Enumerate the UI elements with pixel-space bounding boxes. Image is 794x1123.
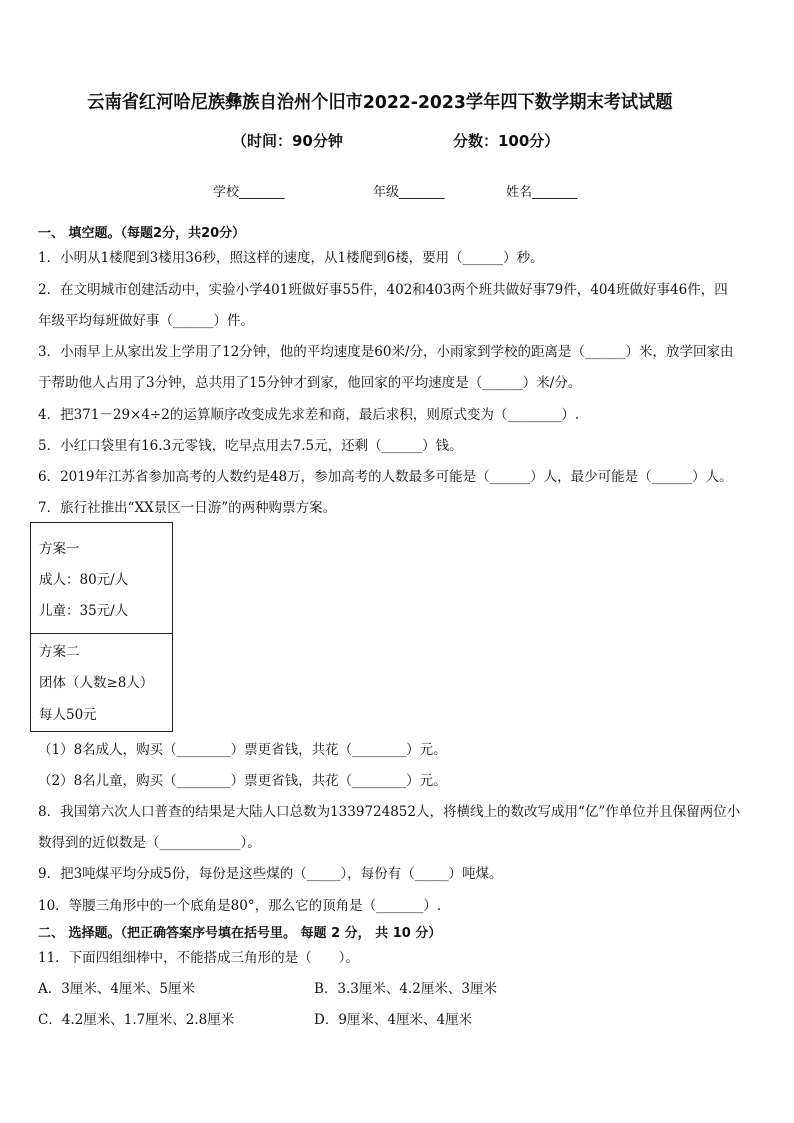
section2-heading: 二、 选择题。（把正确答案序号填在括号里。 每题 2 分， 共 10 分） (38, 926, 442, 941)
question-5: 5．小红口袋里有16.3元零钱，吃早点用去7.5元，还剩（______）钱。 (38, 438, 463, 454)
plan-one-child: 儿童：35元/人 (39, 603, 129, 619)
question-7-part2: （2）8名儿童，购买（________）票更省钱，共花（________）元。 (38, 773, 447, 789)
plan-one-adult: 成人：80元/人 (39, 572, 129, 588)
question-11: 11．下面四组细棒中，不能搭成三角形的是（ ）。 (38, 950, 359, 966)
question-7: 7．旅行社推出“XX景区一日游”的两种购票方案。 (38, 500, 337, 516)
grade-field: 年级_______ (373, 185, 445, 200)
plan-one-box (30, 522, 173, 634)
plan-two-price: 每人50元 (39, 707, 97, 723)
question-9: 9．把3吨煤平均分成5份，每份是这些煤的（_____），每份有（_____）吨煤。 (38, 866, 503, 882)
option-c: C．4.2厘米、1.7厘米、2.8厘米 (38, 1012, 235, 1028)
exam-title: 云南省红河哈尼族彝族自治州个旧市2022-2023学年四下数学期末考试试题 (87, 92, 673, 113)
question-8-line1: 8．我国第六次人口普查的结果是大陆人口总数为1339724852人，将横线上的数改写成用“亿”作单位并且保留两位小 (38, 804, 741, 820)
option-b: B．3.3厘米、4.2厘米、3厘米 (314, 981, 497, 997)
question-10: 10．等腰三角形中的一个底角是80°，那么它的顶角是（_______）. (38, 898, 442, 914)
score-label: 分数：100分） (453, 132, 560, 150)
plan-one-title: 方案一 (39, 541, 80, 557)
plan-two-title: 方案二 (39, 644, 80, 660)
section1-heading: 一、 填空题。（每题2分，共20分） (38, 226, 246, 241)
question-3-line2: 于帮助他人占用了3分钟，总共用了15分钟才到家，他回家的平均速度是（______）米/分。 (38, 375, 582, 391)
option-d: D．9厘米、4厘米、4厘米 (314, 1012, 473, 1028)
question-7-part1: （1）8名成人，购买（________）票更省钱，共花（________）元。 (38, 742, 447, 758)
school-field: 学校_______ (213, 185, 285, 200)
question-2-line2: 年级平均每班做好事（______）件。 (38, 313, 254, 329)
plan-two-box (30, 632, 173, 732)
question-1: 1．小明从1楼爬到3楼用36秒，照这样的速度，从1楼爬到6楼，要用（______）秒。 (38, 250, 544, 266)
question-6: 6．2019年江苏省参加高考的人数约是48万，参加高考的人数最多可能是（______）人，最少可能是（______）人。 (38, 469, 733, 485)
question-4: 4．把371－29×4÷2的运算顺序改变成先求差和商，最后求积，则原式变为（________）. (38, 407, 580, 423)
name-field: 姓名_______ (506, 185, 578, 200)
option-a: A．3厘米、4厘米、5厘米 (38, 981, 196, 997)
question-8-line2: 数得到的近似数是（____________）。 (38, 835, 261, 851)
question-3-line1: 3．小雨早上从家出发上学用了12分钟，他的平均速度是60米/分，小雨家到学校的距离是（______）米，放学回家由 (38, 344, 734, 360)
plan-two-group: 团体（人数≥8人） (39, 675, 154, 691)
question-2-line1: 2．在文明城市创建活动中，实验小学401班做好事55件，402和403两个班共做好事79件，404班做好事46件，四 (38, 282, 728, 298)
time-label: （时间：90分钟 (232, 132, 343, 150)
